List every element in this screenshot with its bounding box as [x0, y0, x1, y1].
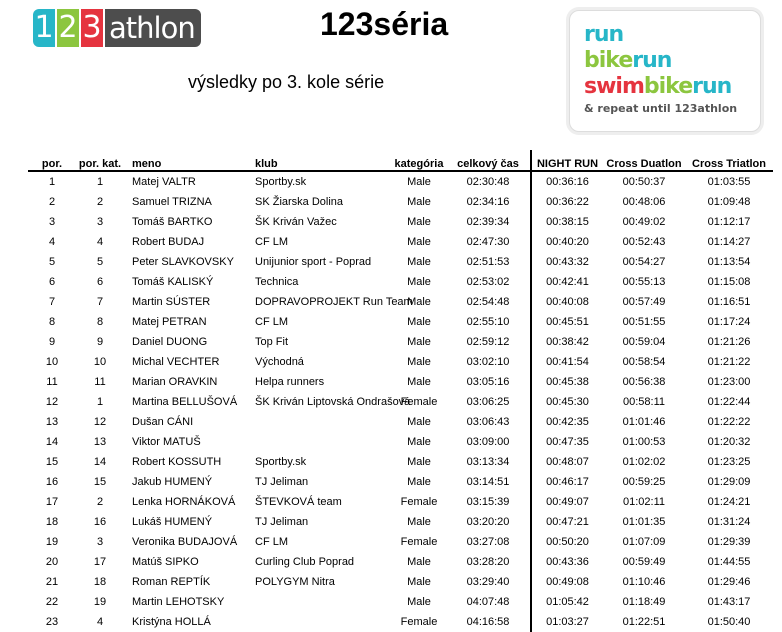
cell-night-run: 00:42:35 [531, 412, 603, 432]
cell-por-kat: 7 [96, 296, 104, 308]
cell-cross-triatlon: 01:31:24 [707, 516, 751, 528]
cell-klub: TJ Jeliman [255, 516, 309, 528]
cell-meno: Dušan CÁNI [132, 416, 194, 428]
cell-night-run: 00:47:21 [531, 512, 603, 532]
cell-kategoria: Male [407, 336, 431, 348]
cell-night-run: 00:41:54 [531, 352, 603, 372]
header-kategoria: kategória [392, 150, 446, 171]
cell-meno: Daniel DUONG [132, 336, 208, 348]
logo-word: athlon [105, 9, 201, 47]
cell-night-run: 00:47:35 [531, 432, 603, 452]
cell-cross-duatlon: 00:59:49 [622, 556, 666, 568]
cell-meno: Veronika BUDAJOVÁ [132, 536, 238, 548]
cell-kategoria: Male [407, 216, 431, 228]
cell-meno: Jakub HUMENÝ [132, 476, 213, 488]
table-row [28, 252, 773, 272]
cell-por-kat: 1 [96, 396, 104, 408]
cell-cross-duatlon: 01:01:46 [622, 416, 666, 428]
cell-cross-triatlon: 01:16:51 [707, 296, 751, 308]
table-row [28, 552, 773, 572]
123athlon-logo [33, 9, 201, 47]
cell-cross-triatlon: 01:29:09 [707, 476, 751, 488]
cell-kategoria: Male [407, 356, 431, 368]
cell-cross-triatlon: 01:15:08 [707, 276, 751, 288]
run-bike-swim-logo [569, 10, 761, 132]
cell-kategoria: Male [407, 296, 431, 308]
cell-kategoria: Male [407, 516, 431, 528]
cell-por: 5 [48, 256, 56, 268]
page-title: 123séria [320, 6, 449, 42]
cell-cross-triatlon: 01:23:00 [707, 376, 751, 388]
cell-por-kat: 5 [96, 256, 104, 268]
cell-klub: DOPRAVOPROJEKT Run Team [255, 296, 413, 308]
cell-por: 23 [45, 616, 59, 628]
cell-cross-duatlon: 00:54:27 [622, 256, 666, 268]
table-row [28, 292, 773, 312]
cell-night-run: 00:45:38 [531, 372, 603, 392]
cell-por-kat: 2 [96, 496, 104, 508]
cell-por-kat: 13 [93, 436, 107, 448]
table-row [28, 312, 773, 332]
cell-por: 6 [48, 276, 56, 288]
cell-celkovy-cas: 03:14:51 [466, 476, 510, 488]
header-meno: meno [124, 150, 247, 171]
cell-por-kat: 4 [96, 236, 104, 248]
cell-klub: ŠTEVKOVÁ team [255, 496, 342, 508]
cell-celkovy-cas: 03:02:10 [466, 356, 510, 368]
cell-celkovy-cas: 02:39:34 [466, 216, 510, 228]
cell-celkovy-cas: 03:06:43 [466, 416, 510, 428]
table-row [28, 452, 773, 472]
cell-night-run: 00:43:36 [531, 552, 603, 572]
cell-celkovy-cas: 02:51:53 [466, 256, 510, 268]
logo-digit-3: 3 [82, 10, 102, 45]
logo-word-run: run [692, 74, 732, 99]
cell-celkovy-cas: 03:13:34 [466, 456, 510, 468]
cell-kategoria: Male [407, 556, 431, 568]
cell-por-kat: 2 [96, 196, 104, 208]
cell-night-run: 00:42:41 [531, 272, 603, 292]
cell-meno: Michal VECHTER [132, 356, 220, 368]
cell-cross-duatlon: 00:51:55 [622, 316, 666, 328]
cell-por: 10 [45, 356, 59, 368]
cell-cross-triatlon: 01:09:48 [707, 196, 751, 208]
logo-digit-2: 2 [58, 10, 78, 45]
cell-por: 9 [48, 336, 56, 348]
cell-meno: Kristýna HOLLÁ [132, 616, 211, 628]
cell-meno: Roman REPTÍK [132, 576, 211, 588]
cell-por: 20 [45, 556, 59, 568]
cell-por: 17 [45, 496, 59, 508]
cell-night-run: 00:45:30 [531, 392, 603, 412]
cell-klub: Helpa runners [255, 376, 325, 388]
cell-por-kat: 3 [96, 216, 104, 228]
cell-cross-duatlon: 00:52:43 [622, 236, 666, 248]
cell-meno: Robert KOSSUTH [132, 456, 222, 468]
cell-kategoria: Male [407, 576, 431, 588]
cell-por: 12 [45, 396, 59, 408]
cell-night-run: 00:38:15 [531, 212, 603, 232]
cell-celkovy-cas: 03:15:39 [466, 496, 510, 508]
cell-kategoria: Female [400, 536, 438, 548]
cell-celkovy-cas: 04:16:58 [466, 616, 510, 628]
results-body [28, 171, 773, 632]
cell-celkovy-cas: 03:05:16 [466, 376, 510, 388]
cell-por: 14 [45, 436, 59, 448]
cell-cross-triatlon: 01:24:21 [707, 496, 751, 508]
cell-celkovy-cas: 03:29:40 [466, 576, 510, 588]
cell-meno: Matej PETRAN [132, 316, 207, 328]
cell-cross-triatlon: 01:21:26 [707, 336, 751, 348]
logo-line-3 [584, 74, 731, 99]
cell-night-run: 00:45:51 [531, 312, 603, 332]
cell-klub [247, 432, 392, 452]
cell-kategoria: Female [400, 396, 438, 408]
header-klub: klub [247, 150, 392, 171]
cell-por-kat: 15 [93, 476, 107, 488]
cell-meno: Martina BELLUŠOVÁ [132, 396, 238, 408]
cell-kategoria: Male [407, 416, 431, 428]
results-table [28, 150, 773, 632]
cell-por: 4 [48, 236, 56, 248]
cell-por: 3 [48, 216, 56, 228]
header-cross-duatlon: Cross Duatlon [603, 150, 685, 171]
logo-line-2 [584, 48, 671, 73]
cell-celkovy-cas: 02:34:16 [466, 196, 510, 208]
cell-por-kat: 16 [93, 516, 107, 528]
table-row [28, 232, 773, 252]
cell-klub: CF LM [255, 236, 288, 248]
cell-night-run: 00:43:32 [531, 252, 603, 272]
cell-meno: Martin LEHOTSKY [132, 596, 225, 608]
header-por-kat: por. kat. [76, 150, 124, 171]
logo-word-run: run [632, 48, 672, 73]
table-row [28, 432, 773, 452]
table-row [28, 332, 773, 352]
logo-word-bike: bike [643, 74, 693, 99]
cell-por-kat: 9 [96, 336, 104, 348]
cell-por-kat: 1 [96, 176, 104, 188]
cell-por: 11 [46, 376, 58, 388]
cell-celkovy-cas: 02:59:12 [466, 336, 510, 348]
cell-cross-duatlon: 01:01:35 [622, 516, 666, 528]
cell-cross-duatlon: 01:02:11 [622, 496, 665, 508]
cell-celkovy-cas: 02:55:10 [466, 316, 510, 328]
cell-cross-duatlon: 00:58:54 [622, 356, 666, 368]
table-row [28, 392, 773, 412]
cell-cross-triatlon: 01:14:27 [707, 236, 751, 248]
cell-cross-duatlon: 00:57:49 [622, 296, 666, 308]
cell-por-kat: 12 [93, 416, 107, 428]
cell-meno: Marian ORAVKIN [132, 376, 218, 388]
cell-celkovy-cas: 03:20:20 [466, 516, 510, 528]
cell-celkovy-cas: 03:06:25 [466, 396, 510, 408]
cell-por: 18 [45, 516, 59, 528]
cell-por-kat: 10 [93, 356, 107, 368]
cell-celkovy-cas: 02:54:48 [466, 296, 510, 308]
cell-night-run: 00:38:42 [531, 332, 603, 352]
cell-klub: Curling Club Poprad [255, 556, 355, 568]
cell-cross-duatlon: 00:56:38 [622, 376, 666, 388]
cell-klub: Východná [255, 356, 304, 368]
logo-line-1 [584, 22, 623, 47]
cell-klub [247, 412, 392, 432]
cell-cross-duatlon: 01:18:49 [622, 596, 666, 608]
header-night-run: NIGHT RUN [531, 150, 603, 171]
logo-word-bike: bike [584, 48, 633, 73]
cell-por: 13 [45, 416, 59, 428]
cell-cross-duatlon: 00:59:04 [622, 336, 666, 348]
cell-meno: Peter SLAVKOVSKY [132, 256, 234, 268]
logo-digit-1: 1 [34, 10, 54, 45]
cell-cross-triatlon: 01:29:39 [707, 536, 751, 548]
cell-por: 19 [45, 536, 59, 548]
cell-kategoria: Male [407, 476, 431, 488]
logo-tagline: & repeat until 123athlon [584, 102, 738, 115]
cell-por-kat: 14 [93, 456, 107, 468]
cell-cross-duatlon: 00:58:11 [622, 396, 665, 408]
cell-por-kat: 6 [96, 276, 104, 288]
cell-por: 22 [45, 596, 59, 608]
cell-por: 21 [45, 576, 59, 588]
cell-por: 7 [48, 296, 56, 308]
cell-kategoria: Male [407, 436, 431, 448]
table-row [28, 192, 773, 212]
table-row [28, 572, 773, 592]
cell-night-run: 01:05:42 [531, 592, 603, 612]
table-row [28, 272, 773, 292]
cell-klub: ŠK Kriván Liptovská Ondrašová [255, 396, 411, 408]
cell-por-kat: 8 [96, 316, 104, 328]
table-row [28, 212, 773, 232]
cell-meno: Matúš SIPKO [132, 556, 199, 568]
cell-night-run: 00:40:08 [531, 292, 603, 312]
cell-cross-duatlon: 00:49:02 [622, 216, 666, 228]
cell-kategoria: Male [407, 196, 431, 208]
cell-cross-duatlon: 01:07:09 [622, 536, 666, 548]
table-header-row [28, 150, 773, 171]
cell-cross-triatlon: 01:13:54 [707, 256, 751, 268]
cell-night-run: 00:48:07 [531, 452, 603, 472]
cell-cross-triatlon: 01:22:44 [707, 396, 751, 408]
cell-por: 1 [48, 176, 56, 188]
cell-por-kat: 18 [93, 576, 107, 588]
cell-klub: Top Fit [255, 336, 289, 348]
table-row [28, 512, 773, 532]
cell-cross-triatlon: 01:21:22 [707, 356, 751, 368]
cell-klub: SK Žiarska Dolina [255, 196, 344, 208]
cell-night-run: 00:49:07 [531, 492, 603, 512]
cell-klub: Technica [255, 276, 299, 288]
cell-klub: Sportby.sk [255, 176, 307, 188]
cell-klub: Sportby.sk [255, 456, 307, 468]
cell-meno: Tomáš KALISKÝ [132, 276, 214, 288]
cell-kategoria: Male [407, 376, 431, 388]
cell-cross-triatlon: 01:44:55 [707, 556, 751, 568]
table-row [28, 612, 773, 632]
cell-cross-duatlon: 01:02:02 [622, 456, 666, 468]
cell-night-run: 01:03:27 [531, 612, 603, 632]
cell-cross-duatlon: 01:00:53 [622, 436, 666, 448]
cell-por-kat: 11 [94, 376, 106, 388]
logo-word-run: run [584, 22, 624, 47]
cell-kategoria: Female [400, 616, 438, 628]
cell-celkovy-cas: 02:30:48 [466, 176, 510, 188]
cell-meno: Samuel TRIZNA [132, 196, 212, 208]
cell-por-kat: 3 [96, 536, 104, 548]
cell-klub: ŠK Kriván Važec [255, 216, 337, 228]
cell-cross-triatlon: 01:23:25 [707, 456, 751, 468]
cell-celkovy-cas: 03:28:20 [466, 556, 510, 568]
cell-klub: CF LM [255, 536, 288, 548]
cell-night-run: 00:46:17 [531, 472, 603, 492]
cell-por: 2 [48, 196, 56, 208]
cell-cross-duatlon: 01:22:51 [622, 616, 666, 628]
cell-kategoria: Male [407, 456, 431, 468]
table-row [28, 352, 773, 372]
cell-celkovy-cas: 02:53:02 [466, 276, 510, 288]
cell-klub: Unijunior sport - Poprad [255, 256, 372, 268]
header-celkovy-cas: celkový čas [446, 150, 531, 171]
cell-kategoria: Female [400, 496, 438, 508]
cell-cross-triatlon: 01:43:17 [707, 596, 751, 608]
cell-meno: Martin SÚSTER [132, 296, 211, 308]
table-row [28, 492, 773, 512]
header-cross-triatlon: Cross Triatlon [685, 150, 773, 171]
cell-night-run: 00:36:16 [531, 171, 603, 192]
cell-klub: TJ Jeliman [255, 476, 309, 488]
cell-cross-triatlon: 01:22:22 [707, 416, 751, 428]
cell-meno: Lukáš HUMENÝ [132, 516, 213, 528]
cell-kategoria: Male [407, 256, 431, 268]
cell-por: 8 [48, 316, 56, 328]
cell-night-run: 00:40:20 [531, 232, 603, 252]
logo-word-swim: swim [584, 74, 644, 99]
cell-night-run: 00:49:08 [531, 572, 603, 592]
cell-night-run: 00:50:20 [531, 532, 603, 552]
table-row [28, 532, 773, 552]
cell-cross-triatlon: 01:03:55 [707, 176, 751, 188]
cell-night-run: 00:36:22 [531, 192, 603, 212]
cell-por-kat: 19 [93, 596, 107, 608]
cell-kategoria: Male [407, 596, 431, 608]
cell-por: 15 [45, 456, 59, 468]
cell-meno: Robert BUDAJ [132, 236, 205, 248]
cell-klub: POLYGYM Nitra [255, 576, 335, 588]
cell-cross-triatlon: 01:12:17 [707, 216, 751, 228]
cell-klub: CF LM [255, 316, 288, 328]
cell-kategoria: Male [407, 236, 431, 248]
cell-meno: Lenka HORNÁKOVÁ [132, 496, 236, 508]
cell-klub [247, 592, 392, 612]
cell-meno: Matej VALTR [132, 176, 196, 188]
cell-klub [247, 612, 392, 632]
cell-cross-triatlon: 01:29:46 [707, 576, 751, 588]
cell-meno: Tomáš BARTKO [132, 216, 213, 228]
cell-cross-duatlon: 00:48:06 [622, 196, 666, 208]
cell-meno: Viktor MATUŠ [132, 436, 201, 448]
header-por: por. [28, 150, 76, 171]
table-row [28, 592, 773, 612]
table-row [28, 171, 773, 192]
cell-cross-duatlon: 00:59:25 [622, 476, 666, 488]
cell-cross-duatlon: 01:10:46 [622, 576, 666, 588]
cell-cross-duatlon: 00:55:13 [622, 276, 666, 288]
page-subtitle: výsledky po 3. kole série [188, 72, 385, 92]
cell-celkovy-cas: 04:07:48 [466, 596, 510, 608]
cell-kategoria: Male [407, 316, 431, 328]
cell-kategoria: Male [407, 276, 431, 288]
cell-cross-triatlon: 01:17:24 [707, 316, 751, 328]
cell-por: 16 [45, 476, 59, 488]
cell-celkovy-cas: 03:27:08 [466, 536, 510, 548]
cell-cross-triatlon: 01:50:40 [707, 616, 751, 628]
cell-por-kat: 4 [96, 616, 104, 628]
table-row [28, 412, 773, 432]
cell-kategoria: Male [407, 176, 431, 188]
cell-por-kat: 17 [93, 556, 107, 568]
cell-cross-duatlon: 00:50:37 [622, 176, 666, 188]
cell-cross-triatlon: 01:20:32 [707, 436, 751, 448]
table-row [28, 372, 773, 392]
cell-celkovy-cas: 02:47:30 [466, 236, 510, 248]
cell-celkovy-cas: 03:09:00 [466, 436, 510, 448]
table-row [28, 472, 773, 492]
